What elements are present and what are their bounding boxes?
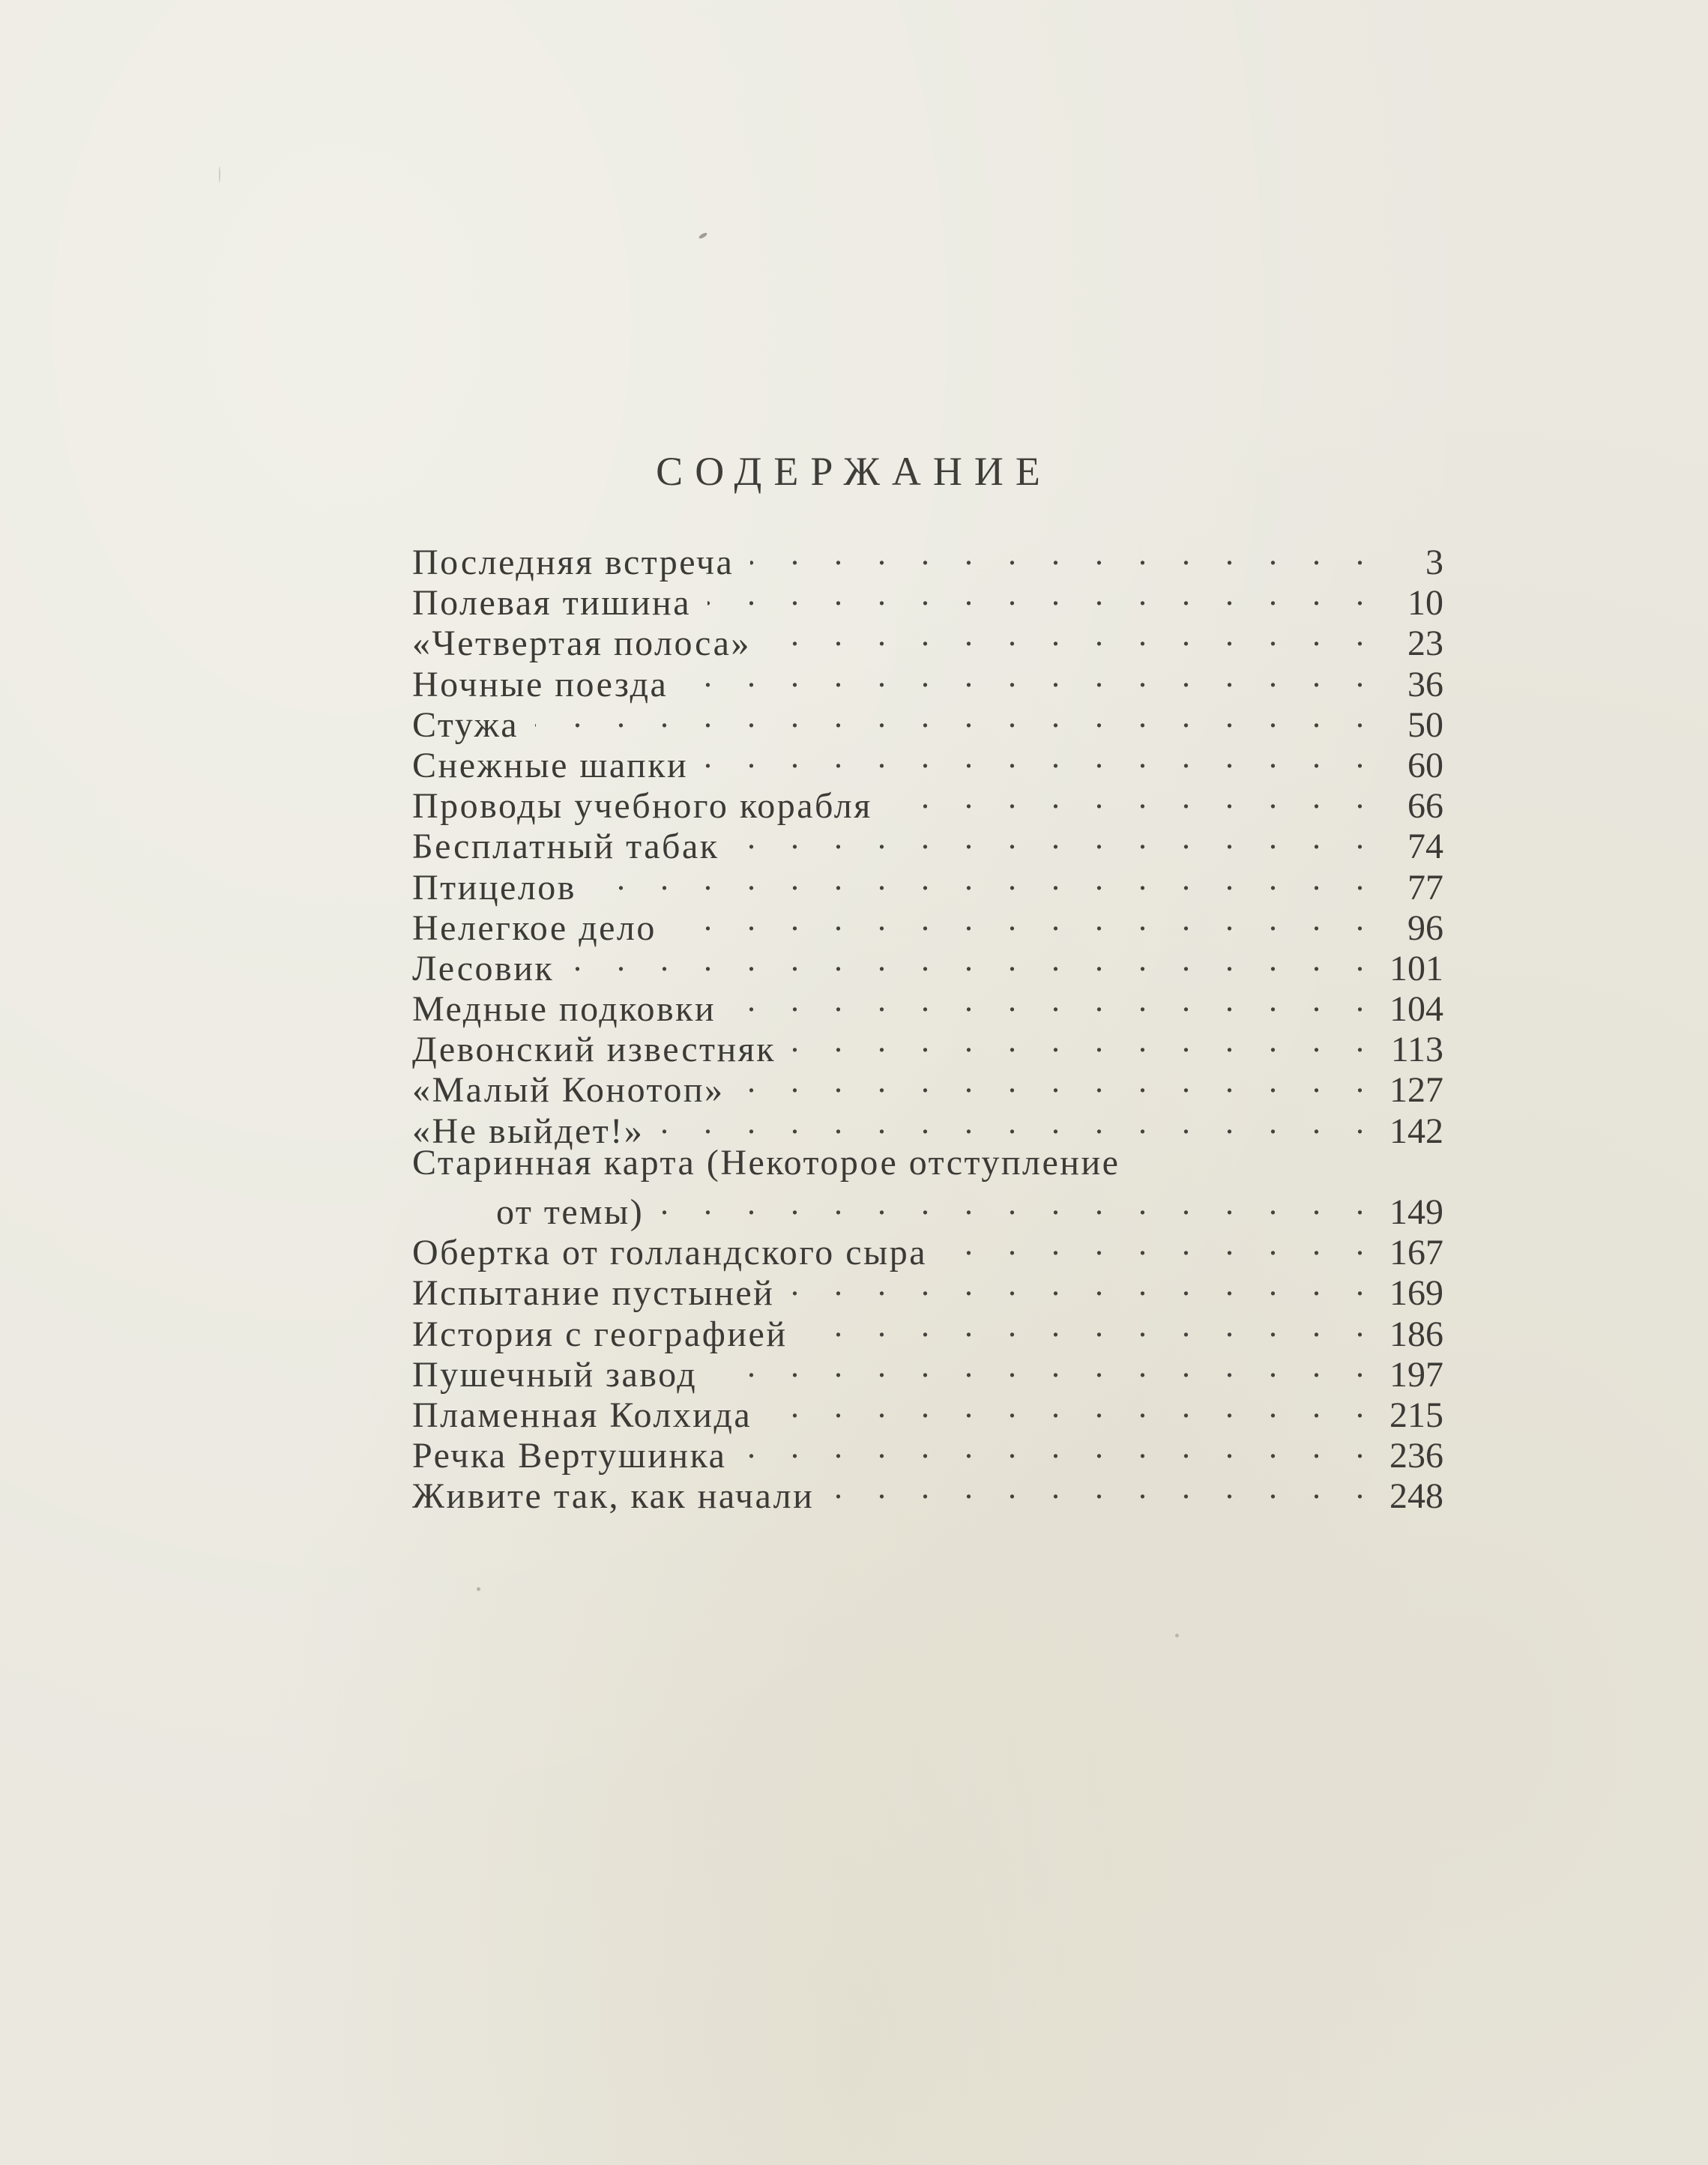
toc-entry	[412, 1183, 1443, 1232]
paper-speck	[219, 166, 220, 183]
toc-entry	[412, 737, 1443, 785]
toc-entry	[412, 1143, 1443, 1183]
page-title: СОДЕРЖАНИЕ	[656, 449, 1052, 494]
dot-leader	[660, 1183, 1377, 1224]
dot-leader	[767, 615, 1377, 655]
dot-leader	[791, 1264, 1377, 1305]
dot-leader	[830, 1467, 1377, 1508]
toc-entry-title: Бесплатный табак	[412, 827, 719, 867]
toc-entry-title: Живите так, как начали	[412, 1476, 815, 1517]
toc-entry-page: 127	[1389, 1070, 1443, 1111]
toc-entry-title: Обертка от голландского сыра	[412, 1233, 928, 1273]
toc-entry-title: Стужа	[412, 704, 519, 745]
toc-entry-page: 215	[1389, 1395, 1443, 1435]
toc-entry-page: 167	[1389, 1233, 1443, 1273]
dot-leader	[804, 1305, 1377, 1346]
dot-leader	[535, 696, 1377, 737]
toc-entry-title: «Не выйдет!»	[412, 1111, 645, 1151]
toc-entry-page: 236	[1389, 1436, 1443, 1476]
toc-entry-page: 77	[1407, 867, 1443, 908]
toc-entry-page: 197	[1389, 1354, 1443, 1395]
toc-entry-page: 60	[1407, 745, 1443, 785]
toc-entry-page: 96	[1407, 908, 1443, 948]
toc-entry-title: Нелегкое дело	[412, 908, 657, 948]
dot-leader	[660, 1102, 1377, 1143]
toc-entry	[412, 696, 1443, 745]
paper-speck	[477, 1587, 480, 1591]
toc-entry-title: Пламенная Колхида	[412, 1395, 752, 1435]
toc-entry-page: 186	[1389, 1314, 1443, 1354]
toc-entry-title: Старинная карта (Некоторое отступление	[412, 1142, 1120, 1183]
toc-entry	[412, 980, 1443, 1030]
dot-leader	[736, 818, 1377, 858]
toc-entry-page: 10	[1407, 583, 1443, 623]
toc-entry-title: Последняя встреча	[412, 543, 734, 582]
toc-entry-page: 66	[1407, 786, 1443, 827]
toc-entry-title: Полевая тишина	[412, 583, 692, 623]
dot-leader	[673, 899, 1377, 940]
toc-entry-title: «Малый Конотоп»	[412, 1070, 725, 1111]
toc-entry-page: 3	[1425, 543, 1443, 582]
toc-entry-page: 169	[1389, 1273, 1443, 1314]
toc-entry-page: 50	[1407, 704, 1443, 745]
toc-entry-page: 113	[1390, 1030, 1443, 1070]
dot-leader	[792, 1021, 1377, 1061]
dot-leader	[944, 1224, 1377, 1264]
toc-entry-title: Снежные шапки	[412, 745, 689, 785]
toc-entry-title: Медные подковки	[412, 989, 716, 1030]
dot-leader	[713, 1346, 1377, 1386]
toc-entry-title: Лесовик	[412, 948, 555, 988]
toc-entry-page: 149	[1389, 1192, 1443, 1232]
dot-leader	[741, 1061, 1377, 1102]
toc-entry-page: 248	[1389, 1476, 1443, 1517]
toc-entry-title: Птицелов	[412, 867, 576, 908]
dot-leader	[732, 980, 1377, 1021]
toc-entry-title: История с географией	[412, 1314, 788, 1354]
toc-entry-title: Пушечный завод	[412, 1354, 698, 1395]
toc-entry-page: 104	[1389, 989, 1443, 1030]
toc-entry-title: Девонский известняк	[412, 1030, 776, 1070]
toc-entry-title: «Четвертая полоса»	[412, 623, 751, 664]
toc-entry-page: 23	[1407, 623, 1443, 664]
paper-speck	[1175, 1634, 1179, 1637]
paper-speck	[698, 232, 708, 239]
toc-entry-title: Проводы учебного корабля	[412, 786, 872, 827]
dot-leader	[704, 737, 1377, 777]
dot-leader	[707, 574, 1377, 615]
dot-leader	[593, 859, 1377, 899]
dot-leader	[750, 534, 1377, 574]
toc-entry-page: 101	[1389, 948, 1443, 988]
table-of-contents	[412, 534, 1443, 1517]
toc-entry-page: 36	[1407, 664, 1443, 704]
toc-entry-page: 142	[1389, 1111, 1443, 1151]
dot-leader	[768, 1386, 1377, 1427]
dot-leader	[570, 940, 1377, 980]
toc-entry-title: Речка Вертушинка	[412, 1436, 727, 1476]
toc-entry-page: 74	[1407, 827, 1443, 867]
toc-entry-title: Ночные поезда	[412, 664, 669, 704]
dot-leader	[684, 656, 1377, 696]
dot-leader	[743, 1427, 1377, 1467]
toc-entry-title: Испытание пустыней	[412, 1273, 775, 1314]
toc-entry	[412, 534, 1443, 582]
toc-entry-title: от темы)	[496, 1192, 645, 1232]
dot-leader	[889, 777, 1377, 818]
